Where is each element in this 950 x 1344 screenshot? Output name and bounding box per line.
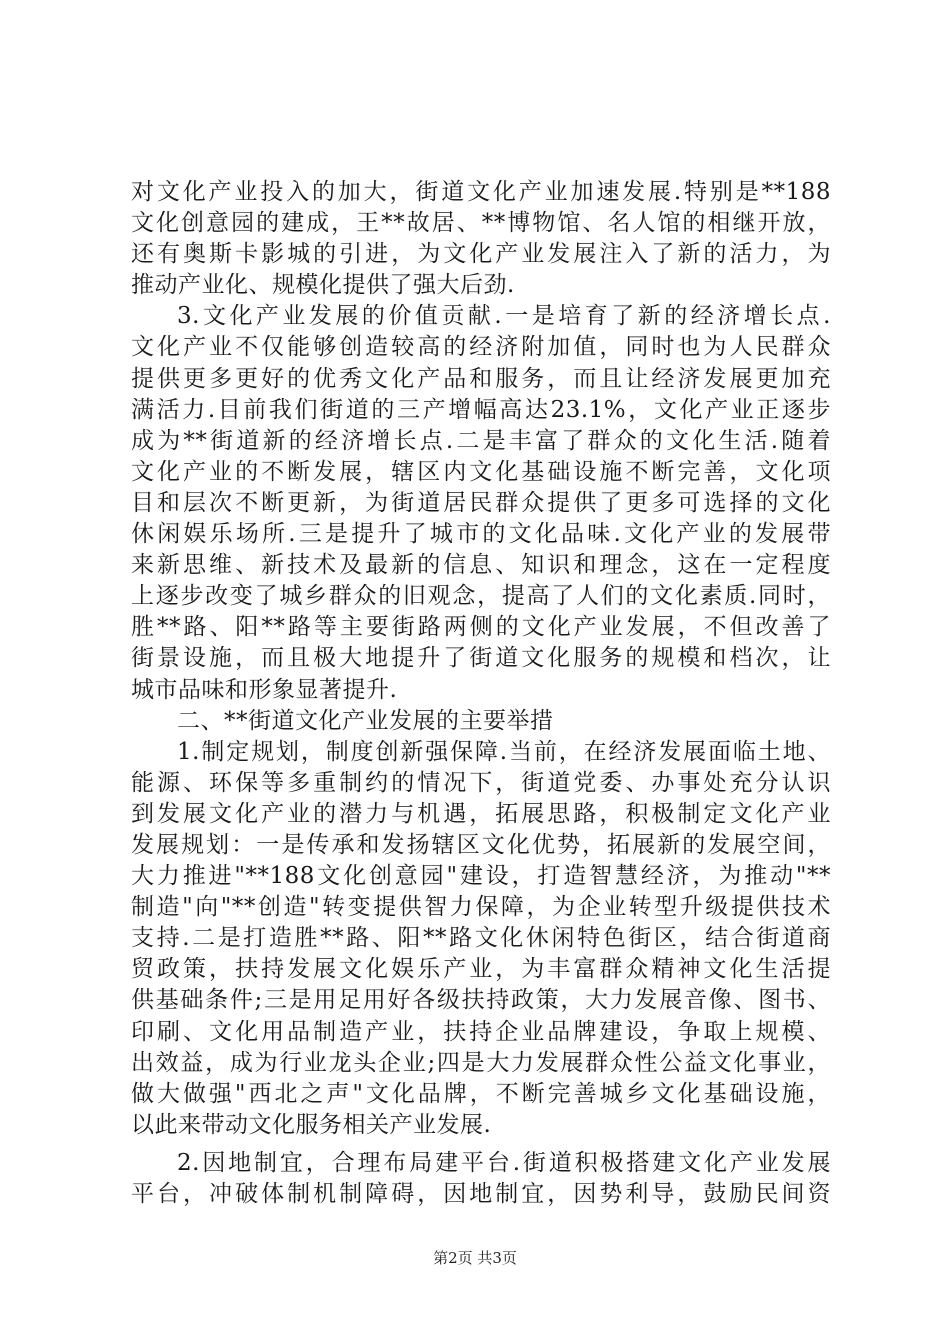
text-line: 二、**街道文化产业发展的主要举措 [177,707,554,734]
text-line: 文化产业不仅能够创造较高的经济附加值，同时也为人民群众 [131,334,831,361]
text-line: 2.因地制宜，合理布局建平台.街道积极搭建文化产业发展 [177,1149,831,1176]
text-line: 贸政策，扶持发展文化娱乐产业，为丰富群众精神文化生活提 [131,956,831,983]
text-line: 还有奥斯卡影城的引进，为文化产业发展注入了新的活力，为 [131,241,831,268]
text-line: 做大做强"西北之声"文化品牌，不断完善城乡文化基础设施， [131,1080,831,1107]
text-line: 以此来带动文化服务相关产业发展. [131,1111,492,1138]
text-line: 能源、环保等多重制约的情况下，街道党委、办事处充分认识 [131,769,831,796]
text-line: 供基础条件;三是用足用好各级扶持政策，大力发展音像、图书、 [131,987,831,1014]
text-line: 大力推进"**188文化创意园"建设，打造智慧经济，为推动"** [131,863,831,890]
document-body [131,177,831,1210]
page-footer: 第2页 共3页 [433,1249,517,1267]
text-line: 对文化产业投入的加大，街道文化产业加速发展.特别是**188 [131,179,831,205]
text-line: 满活力.目前我们街道的三产增幅高达23.1%，文化产业正逐步 [131,396,831,423]
text-line: 印刷、文化用品制造产业，扶持企业品牌建设，争取上规模、 [131,1018,831,1045]
text-line: 街景设施，而且极大地提升了街道文化服务的规模和档次，让 [131,645,831,672]
text-line: 上逐步改变了城乡群众的旧观念，提高了人们的文化素质.同时， [131,583,831,610]
text-line: 休闲娱乐场所.三是提升了城市的文化品味.文化产业的发展带 [131,521,831,548]
text-line: 目和层次不断更新，为街道居民群众提供了更多可选择的文化 [131,489,831,516]
text-line: 平台，冲破体制机制障碍，因地制宜，因势利导，鼓励民间资 [131,1181,831,1207]
text-line: 胜**路、阳**路等主要街路两侧的文化产业发展，不但改善了 [131,614,831,641]
text-line: 来新思维、新技术及最新的信息、知识和理念，这在一定程度 [131,552,831,579]
text-line: 成为**街道新的经济增长点.二是丰富了群众的文化生活.随着 [131,427,831,454]
text-line: 提供更多更好的优秀文化产品和服务，而且让经济发展更加充 [131,365,831,392]
text-line: 出效益，成为行业龙头企业;四是大力发展群众性公益文化事业， [131,1049,831,1076]
text-line: 文化产业的不断发展，辖区内文化基础设施不断完善，文化项 [131,458,831,485]
text-line: 3.文化产业发展的价值贡献.一是培育了新的经济增长点. [177,303,831,330]
text-line: 发展规划：一是传承和发扬辖区文化优势，拓展新的发展空间， [131,831,831,858]
text-line: 支持.二是打造胜**路、阳**路文化休闲特色街区，结合街道商 [131,925,831,952]
text-line: 推动产业化、规模化提供了强大后劲. [131,272,515,299]
text-line: 到发展文化产业的潜力与机遇，拓展思路，积极制定文化产业 [131,800,831,827]
text-line: 制造"向"**创造"转变提供智力保障，为企业转型升级提供技术 [131,894,831,921]
text-line: 文化创意园的建成，王**故居、**博物馆、名人馆的相继开放， [131,210,831,237]
text-line: 城市品味和形象显著提升. [131,676,398,703]
text-line: 1.制定规划，制度创新强保障.当前，在经济发展面临土地、 [177,738,831,765]
